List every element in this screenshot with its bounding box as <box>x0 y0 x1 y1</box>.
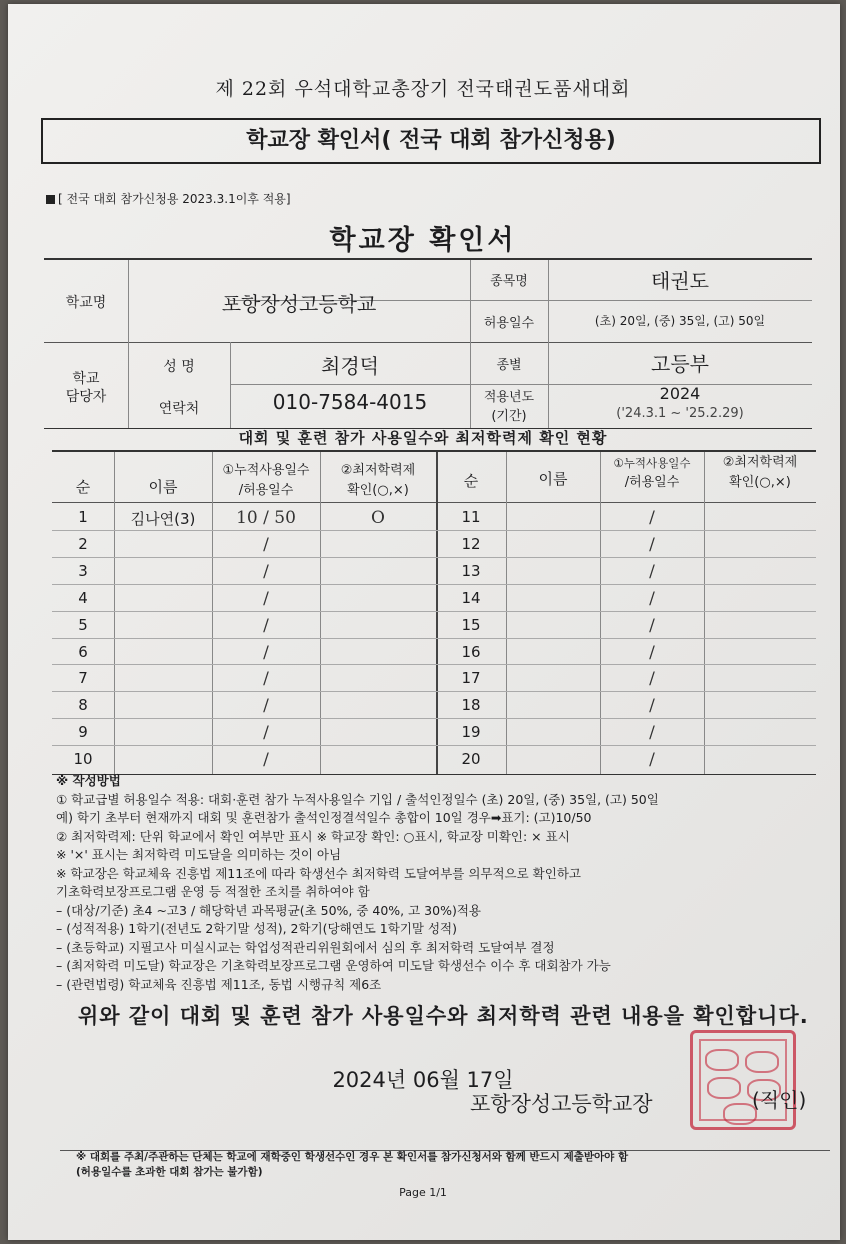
right-row-3-no: 13 <box>461 561 481 580</box>
left-row-10-no: 10 <box>73 750 93 769</box>
left-row-6-no: 6 <box>78 642 88 661</box>
right-row-8-no: 18 <box>461 696 481 715</box>
instruction-line: – (초등학교) 지필고사 미실시교는 학업성적관리위원회에서 심의 후 최저학력 도달여부 결정 <box>56 939 555 955</box>
header-min-left-line1: ②최저학력제 <box>340 463 416 478</box>
left-row-10-days: / <box>263 750 269 771</box>
left-row-8-days: / <box>263 696 269 717</box>
instruction-line: – (성적적용) 1학기(전년도 2학기말 성적), 2학기(당해연도 1학기말 성적) <box>56 921 457 936</box>
instruction-line: ※ '×' 표시는 최저학력 미도달을 의미하는 것이 아님 <box>56 847 342 862</box>
confirmation-statement: 위와 같이 대회 및 훈련 참가 사용일수와 최저학력 관련 내용을 확인합니다. <box>78 1004 809 1028</box>
left-row-4-no: 4 <box>78 588 88 607</box>
right-row-7-no: 17 <box>461 669 481 688</box>
left-row-1-name: 김나연(3) <box>130 510 196 528</box>
header-min-right-line1: ②최저학력제 <box>722 455 798 470</box>
year-value: 2024 <box>659 384 701 403</box>
instruction-line: – (관련법령) 학교체육 진흥법 제11조, 동법 시행규칙 제6조 <box>56 976 382 992</box>
header-name-left: 이름 <box>148 478 178 496</box>
header-days-right-line2: /허용일수 <box>624 475 680 490</box>
right-row-4-no: 14 <box>461 588 481 607</box>
right-row-3-days: / <box>649 561 655 582</box>
header-no-right: 순 <box>463 472 479 490</box>
header-name-right: 이름 <box>538 470 568 488</box>
allowed-days-value: (초) 20일, (중) 35일, (고) 50일 <box>594 314 766 328</box>
division-value: 고등부 <box>651 352 709 376</box>
contact-label-line2: 담당자 <box>65 389 107 405</box>
instruction-line: ② 최저학력제: 단위 학교에서 확인 여부만 표시 ※ 학교장 확인: ○표시, 학교장 미확인: × 표시 <box>56 828 570 844</box>
left-row-1-check: O <box>371 508 385 528</box>
right-row-4-days: / <box>649 588 655 609</box>
contact-phone-value: 010-7584-4015 <box>272 390 428 414</box>
right-row-10-days: / <box>649 750 655 771</box>
footnote-line2: (허용일수를 초과한 대회 참가는 불가함) <box>76 1166 263 1178</box>
left-row-9-days: / <box>263 723 269 744</box>
right-row-9-days: / <box>649 723 655 744</box>
right-row-8-days: / <box>649 696 655 717</box>
instruction-line: – (최저학력 미도달) 학교장은 기초학력보장프로그램 운영하여 미도달 학생선수 이수 후 대회참가 가능 <box>56 958 611 973</box>
school-info-table <box>44 258 812 429</box>
instruction-line: – (대상/기준) 초4 ~고3 / 해당학년 과목평균(초 50%, 중 40%, 고 30%)적용 <box>56 902 481 918</box>
school-name-value: 포항장성고등학교 <box>221 292 377 316</box>
left-row-3-days: / <box>263 561 269 582</box>
left-row-1-no: 1 <box>78 508 88 526</box>
header-min-left-line2: 확인(○,×) <box>347 483 409 498</box>
period-value: ('24.3.1 ~ '25.2.29) <box>616 406 744 421</box>
contact-name-label: 성 명 <box>163 359 195 375</box>
principal-name: 포항장성고등학교장 <box>470 1092 653 1116</box>
allowed-days-label: 허용일수 <box>483 316 535 331</box>
right-row-6-days: / <box>649 642 655 663</box>
instruction-line: ※ 작성방법 <box>56 773 121 788</box>
right-row-1-days: / <box>649 508 655 528</box>
contact-phone-label: 연락처 <box>158 401 200 417</box>
left-row-6-days: / <box>263 642 269 663</box>
box-title: 학교장 확인서( 전국 대회 참가신청용) <box>41 118 821 164</box>
application-note-text: [ 전국 대회 참가신청용 2023.3.1이후 적용] <box>58 192 291 206</box>
usage-table-title: 대회 및 훈련 참가 사용일수와 최저학력제 확인 현황 <box>238 429 608 447</box>
right-row-5-days: / <box>649 615 655 636</box>
year-label-line1: 적용년도 <box>483 390 535 405</box>
left-row-7-no: 7 <box>78 669 88 688</box>
left-row-2-days: / <box>263 534 269 555</box>
instruction-line: 기초학력보장프로그램 운영 등 적절한 조치를 취하여야 함 <box>56 884 370 899</box>
competition-title: 제 22회 우석대학교총장기 전국태권도품새대회 <box>215 78 631 100</box>
contact-name-value: 최경덕 <box>321 354 379 378</box>
page-number: Page 1/1 <box>399 1186 447 1199</box>
instruction-line: ※ 학교장은 학교체육 진흥법 제11조에 따라 학생선수 최저학력 도달여부를 의무적으로 확인하고 <box>56 865 581 881</box>
left-row-2-no: 2 <box>78 534 88 553</box>
left-row-7-days: / <box>263 669 269 690</box>
header-no-left: 순 <box>75 478 91 496</box>
event-label: 종목명 <box>490 274 528 289</box>
left-row-1-days: 10 / 50 <box>236 508 296 528</box>
header-days-left-line2: /허용일수 <box>238 483 294 498</box>
instruction-line: ① 학교급별 허용일수 적용: 대회·훈련 참가 누적사용일수 기입 / 출석인정일수 (초) 20일, (중) 35일, (고) 50일 <box>56 791 659 807</box>
right-row-10-no: 20 <box>461 750 481 769</box>
right-row-6-no: 16 <box>461 642 481 661</box>
right-row-7-days: / <box>649 669 655 690</box>
right-row-2-days: / <box>649 534 655 555</box>
left-row-4-days: / <box>263 588 269 609</box>
right-row-1-no: 11 <box>461 508 481 526</box>
event-value: 태권도 <box>651 269 709 293</box>
header-min-right-line2: 확인(○,×) <box>729 475 791 490</box>
division-label: 종별 <box>496 358 522 373</box>
left-row-5-days: / <box>263 615 269 636</box>
right-row-2-no: 12 <box>461 534 481 553</box>
header-days-left-line1: ①누적사용일수 <box>222 463 310 478</box>
usage-table <box>52 450 816 775</box>
main-title: 학교장 확인서 <box>329 225 517 256</box>
footnote-line1: ※ 대회를 주최/주관하는 단체는 학교에 재학중인 학생선수인 경우 본 확인서를 참가신청서와 함께 반드시 제출받아야 함 <box>76 1151 629 1163</box>
right-row-5-no: 15 <box>461 615 481 634</box>
header-days-right-line1: ①누적사용일수 <box>613 456 691 470</box>
school-name-label: 학교명 <box>65 295 107 311</box>
right-row-9-no: 19 <box>461 723 481 742</box>
square-bullet-icon <box>46 195 55 204</box>
left-row-5-no: 5 <box>78 615 88 634</box>
issue-date: 2024년 06월 17일 <box>332 1068 514 1092</box>
left-row-9-no: 9 <box>78 723 88 742</box>
instruction-line: 예) 학기 초부터 현재까지 대회 및 훈련참가 출석인정결석일수 총합이 10일 경우➡표기: (고)10/50 <box>56 810 592 825</box>
application-note <box>46 190 291 207</box>
writing-instructions <box>56 772 826 994</box>
contact-label-line1: 학교 <box>72 371 100 387</box>
left-row-3-no: 3 <box>78 561 88 580</box>
year-label-line2: (기간) <box>491 409 527 424</box>
left-row-8-no: 8 <box>78 696 88 715</box>
footnote <box>76 1150 628 1180</box>
seal-label: (직인) <box>752 1088 807 1112</box>
